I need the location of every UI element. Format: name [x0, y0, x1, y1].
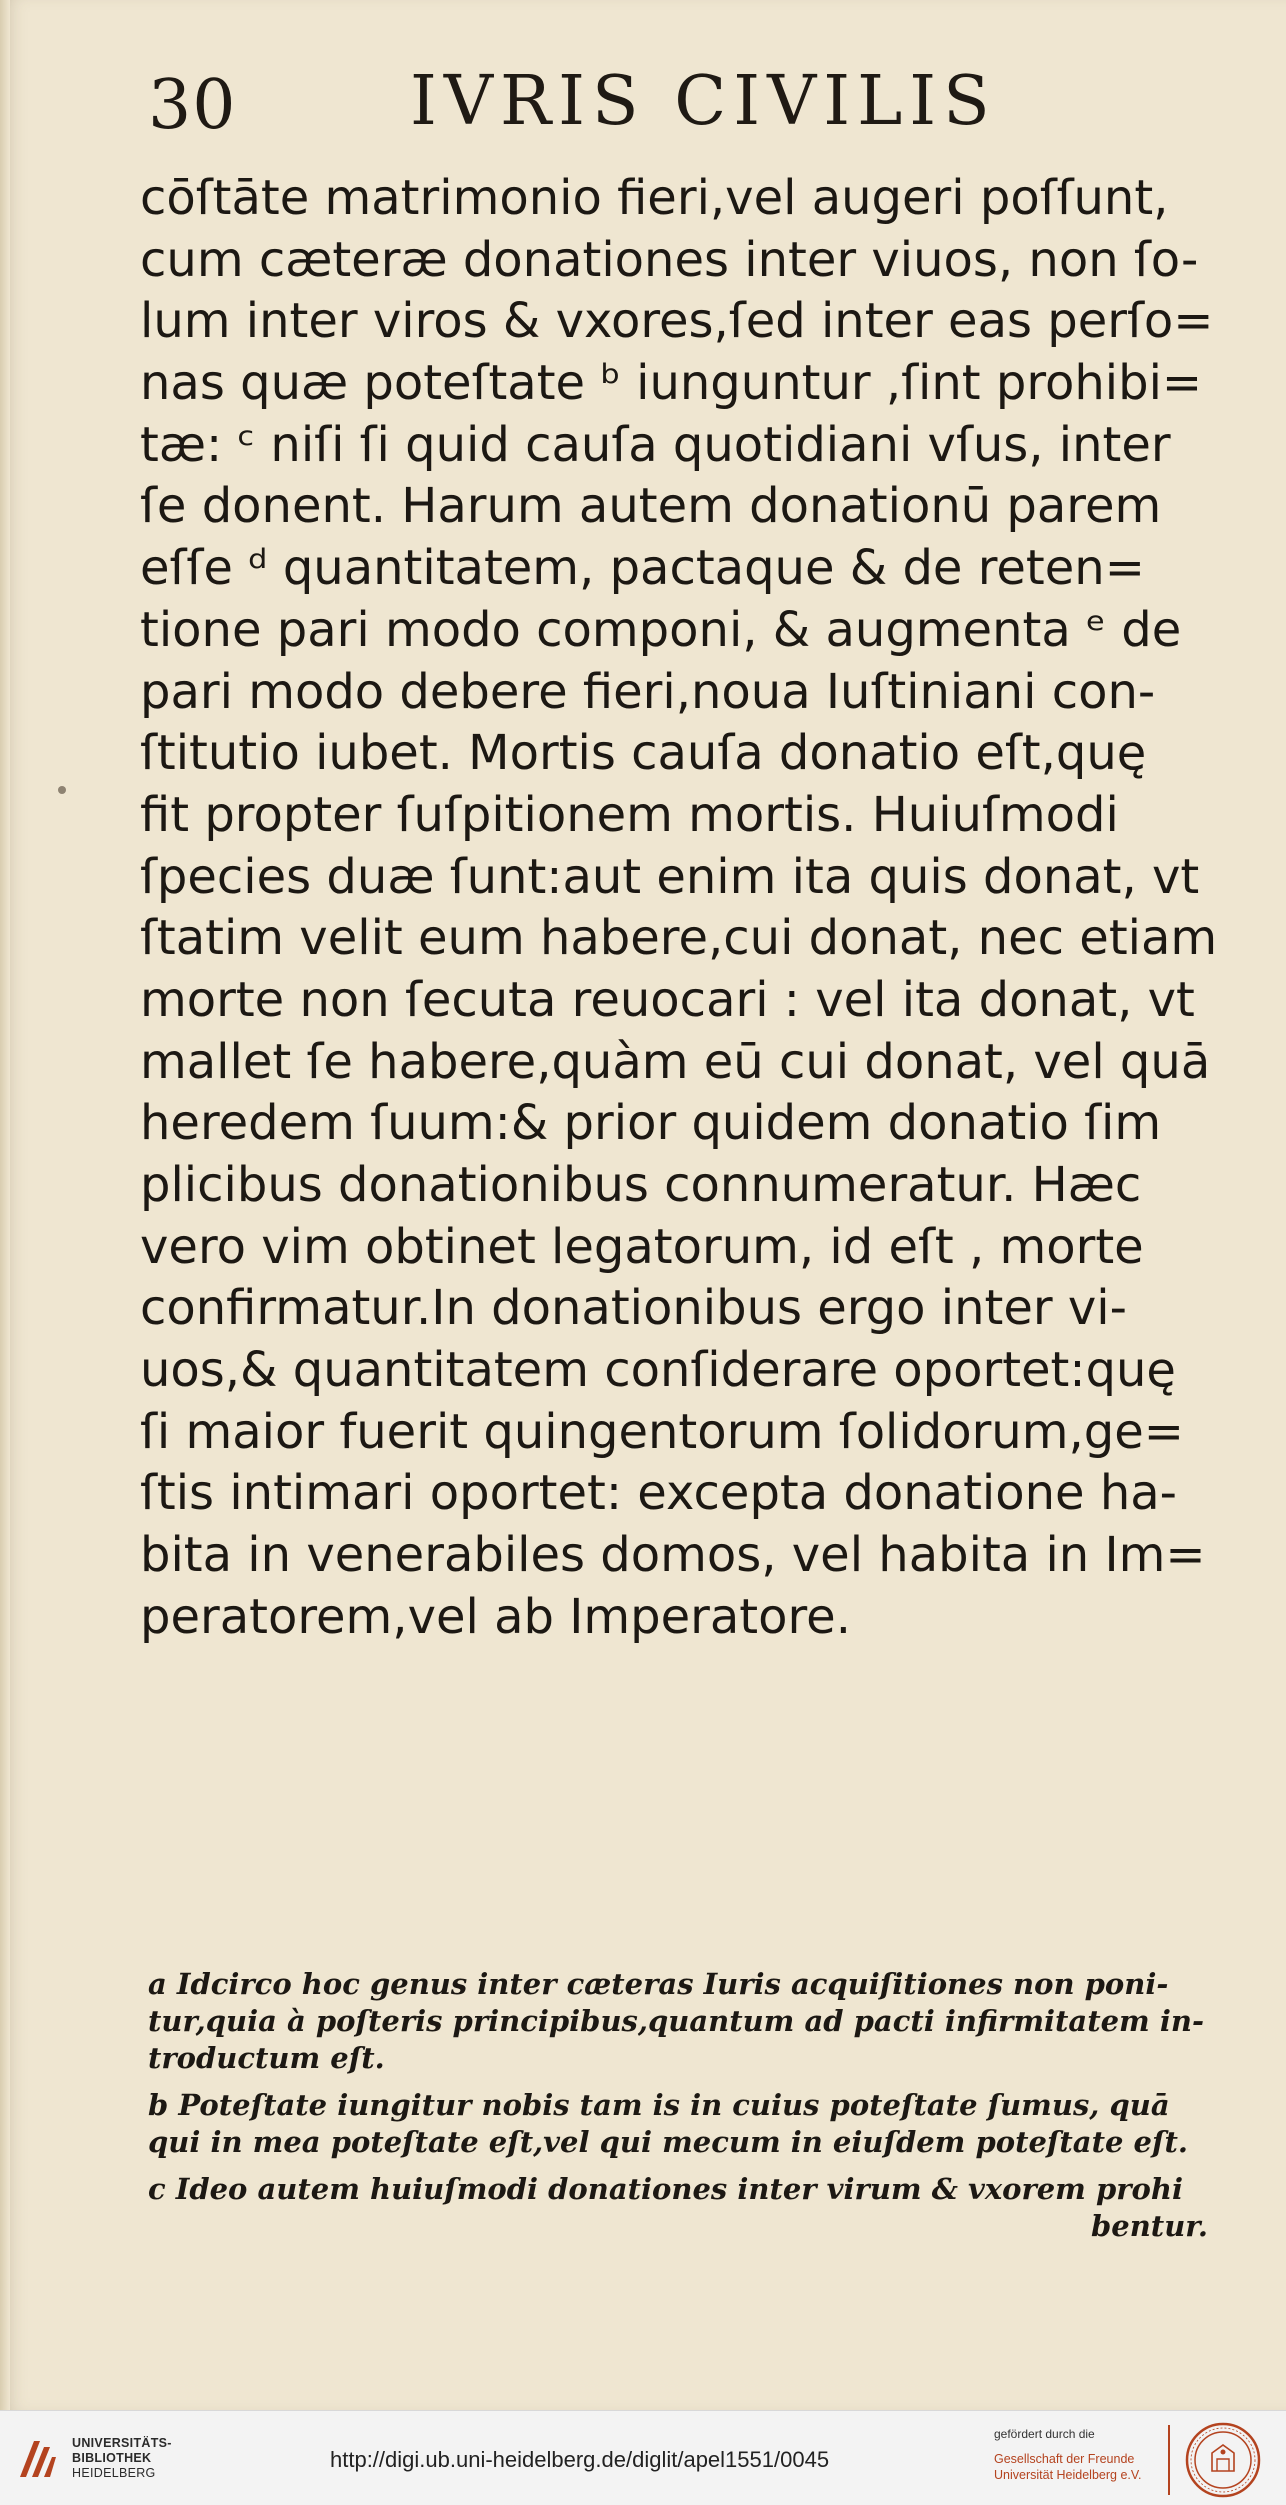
text-line: heredem ſuum:& prior quidem donatio ſim: [140, 1095, 1162, 1152]
text-line: fit propter ſuſpitionem mortis. Huiuſmodi: [140, 786, 1119, 843]
footnote-line: c Ideo autem huiuſmodi donationes inter virum & vxorem prohi: [148, 2172, 1183, 2206]
running-title: IVRIS CIVILIS: [410, 62, 997, 141]
main-text-block: [140, 168, 1286, 1649]
text-line: vero vim obtinet legatorum, id eſt , morte: [140, 1218, 1144, 1275]
text-line: tione pari modo componi, & augmenta ᵉ de: [140, 601, 1182, 658]
text-line: plicibus donationibus connumeratur. Hæc: [140, 1157, 1142, 1213]
footnote-line: troductum eſt.: [148, 2041, 385, 2075]
text-line: mallet ſe habere,quàm eū cui donat, vel quā: [140, 1033, 1211, 1090]
footnote-line: a Idcirco hoc genus inter cæteras Iuris acquiſitiones non poni-: [148, 1967, 1169, 2001]
footnote-a: [148, 1966, 1268, 2077]
sponsor-name-line: Universität Heidelberg e.V.: [994, 2468, 1142, 2482]
text-line: confirmatur.In donationibus ergo inter vi-: [140, 1280, 1127, 1337]
text-line: lum inter viros & vxores,ſed inter eas perſo=: [140, 293, 1214, 350]
footer-divider: [1168, 2425, 1170, 2495]
library-name-line: BIBLIOTHEK: [72, 2451, 152, 2465]
text-line: tæ: ᶜ niſi ſi quid cauſa quotidiani vſus, inter: [140, 416, 1171, 473]
footnote-line: b Poteſtate iungitur nobis tam is in cuius poteſtate ſumus, quā: [148, 2088, 1170, 2122]
sponsor-label: gefördert durch die: [994, 2427, 1095, 2441]
text-line: morte non ſecuta reuocari : vel ita donat, vt: [140, 971, 1195, 1028]
library-name[interactable]: [72, 2436, 172, 2481]
footnotes: [148, 1966, 1268, 2255]
text-line: uos,& quantitatem conſiderare oportet:quę: [140, 1342, 1176, 1399]
text-line: bita in venerabiles domos, vel habita in Im=: [140, 1527, 1206, 1584]
text-line: ſtis intimari oportet: excepta donatione ha-: [140, 1465, 1177, 1522]
footnote-line: qui in mea poteſtate eſt,vel qui mecum in eiuſdem poteſtate eſt.: [148, 2125, 1188, 2159]
page-binding-shadow: [0, 0, 10, 2410]
library-name-line: UNIVERSITÄTS-: [72, 2436, 172, 2450]
page-number: 30: [148, 66, 237, 145]
footnote-line: tur,quia à poſteris principibus,quantum ad pacti infirmitatem in-: [148, 2004, 1204, 2038]
library-name-line: HEIDELBERG: [72, 2466, 156, 2480]
text-line: ſtitutio iubet. Mortis cauſa donatio eſt,quę: [140, 725, 1147, 782]
footnote-line: bentur.: [1090, 2209, 1208, 2243]
text-line: peratorem,vel ab Imperatore.: [140, 1588, 851, 1645]
university-seal-icon[interactable]: [1184, 2421, 1262, 2499]
text-line: nas quæ poteſtate ᵇ iunguntur ,ſint prohibi=: [140, 355, 1203, 412]
text-line: cum cæteræ donationes inter viuos, non ſo-: [140, 231, 1199, 288]
digitization-footer: [0, 2410, 1286, 2505]
text-line: ſtatim velit eum habere,cui donat, nec etiam: [140, 910, 1218, 967]
permalink-url[interactable]: http://digi.ub.uni-heidelberg.de/diglit/apel1551/0045: [330, 2447, 830, 2472]
text-line: ſpecies duæ ſunt:aut enim ita quis donat, vt: [140, 848, 1200, 905]
text-line: eſſe ᵈ quantitatem, pactaque & de reten=: [140, 540, 1145, 597]
sponsor-name[interactable]: [994, 2451, 1142, 2483]
text-line: ſi maior fuerit quingentorum ſolidorum,ge=: [140, 1403, 1184, 1460]
text-line: cōſtāte matrimonio fieri,vel augeri poſſunt,: [140, 170, 1169, 226]
footnote-c: [148, 2171, 1268, 2245]
sponsor-name-line: Gesellschaft der Freunde: [994, 2452, 1135, 2466]
margin-dot: [58, 786, 66, 794]
text-line: pari modo debere fieri,noua Iuſtiniani con-: [140, 663, 1156, 720]
ub-heidelberg-logo-icon[interactable]: [16, 2433, 58, 2483]
footnote-b: [148, 2087, 1268, 2161]
page-header: [148, 58, 1248, 168]
text-line: ſe donent. Harum autem donationū parem: [140, 478, 1162, 535]
